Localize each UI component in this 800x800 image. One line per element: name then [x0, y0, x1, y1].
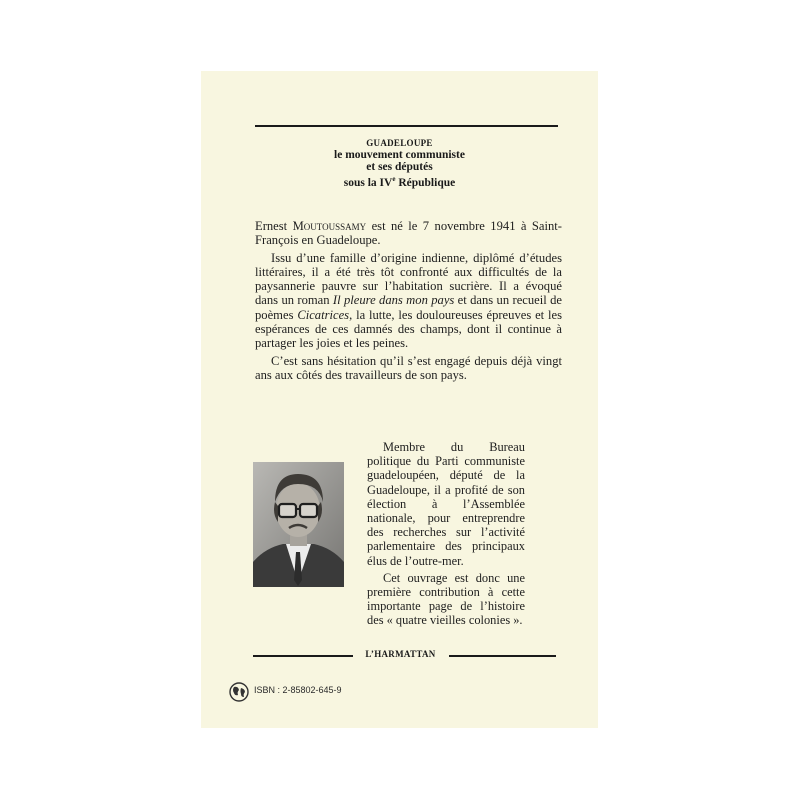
- book-title-novel: Il pleure dans mon pays: [332, 293, 455, 308]
- author-portrait: [253, 462, 344, 587]
- title-line-1: le mouvement communiste: [334, 149, 465, 161]
- side-paragraph-1: Membre du Bureau politique du Parti communiste guadeloupéen, député de la Guadeloupe, il a profité de son élection à l’Assemblée nationale, pour entreprendre des recherches sur l’activité parlementaire des principaux élus de l’outre-mer.: [367, 440, 525, 568]
- title-block: [201, 137, 598, 189]
- publisher-rule-right: [449, 655, 556, 657]
- bio-p1-suffix: est né le 7 novembre 1941 à Saint-François en Guadeloupe.: [255, 219, 563, 248]
- bio-paragraph-2: [255, 251, 562, 351]
- bio-p2-c: , la lutte, les douloureuses épreuves et les espérances de ces damnés des champs, dont il continue à partager les joies et les peines.: [255, 307, 562, 351]
- top-rule: [255, 125, 558, 127]
- title-line-3-suffix: République: [395, 176, 456, 189]
- bio-paragraph-3: C’est sans hésitation qu’il s’est engagé depuis déjà vingt ans aux côtés des travailleurs de son pays.: [255, 353, 562, 382]
- author-name: Moutoussamy: [292, 219, 367, 233]
- portrait-photo-icon: [253, 462, 344, 587]
- title-line-3-prefix: sous la IV: [343, 176, 393, 189]
- isbn-number: ISBN : 2-85802-645-9: [254, 685, 342, 695]
- publisher-rule-left: [253, 655, 353, 657]
- side-paragraph-2: Cet ouvrage est donc une première contribution à cette importante page de l’histoire des « quatre vieilles colonies ».: [367, 570, 525, 628]
- title-line-2: et ses députés: [366, 161, 433, 173]
- bio-p1-prefix: Ernest: [255, 219, 293, 233]
- author-biography: [255, 219, 562, 385]
- book-back-cover: [201, 71, 598, 728]
- publisher-name: L’HARMATTAN: [365, 649, 436, 659]
- publisher-globe-logo-icon: [229, 682, 249, 702]
- bio-p2-b: et dans un recueil de poèmes: [255, 293, 563, 322]
- title-line-3-superscript: e: [392, 175, 396, 183]
- title-kicker: GUADELOUPE: [366, 138, 433, 148]
- title-line-3: [201, 173, 598, 189]
- book-title-poems: Cicatrices: [297, 307, 350, 322]
- author-political-profile: [367, 440, 525, 631]
- bio-p2-a: Issu d’une famille d’origine indienne, diplômé d’études littéraires, il a été très tôt confronté aux difficultés de la paysannerie pauvre sur l’habitation sucrière. Il a évoqué dans un roman: [255, 250, 562, 308]
- bio-paragraph-1: [255, 219, 562, 248]
